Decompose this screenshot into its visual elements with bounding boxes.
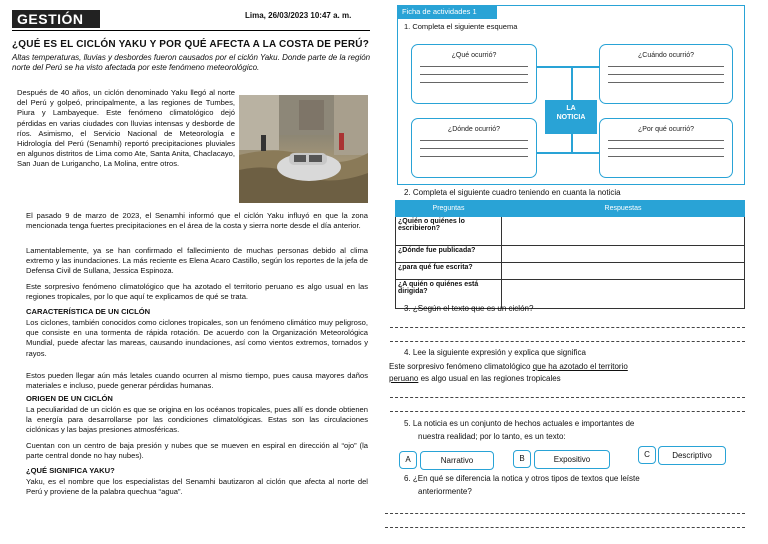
quoted-expression xyxy=(389,361,745,385)
dateline: Lima, 26/03/2023 10:47 a. m. xyxy=(245,11,352,20)
article-subhead: Altas temperaturas, lluvias y desbordes fueron causados por el ciclón Yaku. Donde parte de la región norte del Perú se ha visto afectada por este fenómeno meteorológico. xyxy=(12,53,371,72)
answers-table xyxy=(395,200,745,309)
quote-underlined-2: peruano xyxy=(389,374,419,383)
connector-bottom-horizontal xyxy=(535,152,599,154)
answer-line xyxy=(390,341,745,342)
question-5-line1: 5. La noticia es un conjunto de hechos actuales e importantes de xyxy=(404,419,635,428)
table-row-question: ¿A quién o quiénes está dirigida? xyxy=(396,280,502,309)
table-answer-cell[interactable] xyxy=(502,217,745,246)
question-6-line2: anteriormente? xyxy=(418,487,472,496)
paragraph-3: Lamentablemente, ya se han confirmado el fallecimiento de muchas personas debido al clima extremo y las inundaciones. La más reciente es Elena Acaro Castillo, según los reportes de la jefa de Defensa Civil de Sullana, Jessica Espinoza. xyxy=(26,246,368,276)
quote-part: Este sorpresivo fenómeno climatológico xyxy=(389,362,533,371)
answer-line xyxy=(390,327,745,328)
center-node-line1: LA xyxy=(566,105,576,112)
table-answer-cell[interactable] xyxy=(502,246,745,263)
answer-line xyxy=(385,527,745,528)
table-answer-cell[interactable] xyxy=(502,280,745,309)
center-node-line2: NOTICIA xyxy=(556,114,586,121)
table-row-question: ¿Dónde fue publicada? xyxy=(396,246,502,263)
question-1: 1. Completa el siguiente esquema xyxy=(404,22,518,31)
node-when-label: ¿Cuándo ocurrió? xyxy=(637,52,695,59)
question-6-line1: 6. ¿En qué se diferencia la notica y otros tipos de textos que leíste xyxy=(404,474,640,483)
option-c-letter[interactable]: C xyxy=(638,446,656,464)
quote-part: es algo usual en las regiones tropicales xyxy=(418,374,561,383)
section-heading-yaku: ¿QUÉ SIGNIFICA YAKU? xyxy=(26,466,115,475)
paragraph-4: Este sorpresivo fenómeno climatológico que ha azotado el territorio peruano es algo usual en las regiones tropicales, por lo que aquí te explicamos de qué se trata. xyxy=(26,282,368,302)
option-a-button[interactable]: Narrativo xyxy=(420,451,494,470)
paragraph-9: Yaku, es el nombre que los especialistas del Senamhi bautizaron al ciclón que afecta al norte del Perú y proviene de la palabra quechua “agua”. xyxy=(26,477,368,497)
node-when xyxy=(599,44,733,104)
question-3: 3. ¿Según el texto que es un ciclón? xyxy=(404,304,534,313)
node-where-label: ¿Dónde ocurrió? xyxy=(447,126,501,133)
paragraph-8: Cuentan con un centro de baja presión y nubes que se mueven en espiral en dirección al “ojo” (la parte central donde no hay nubes). xyxy=(26,441,368,461)
option-b-letter[interactable]: B xyxy=(513,450,531,468)
activity-sheet-tab: Ficha de actividades 1 xyxy=(397,5,497,19)
center-node-news xyxy=(545,100,597,134)
connector-top xyxy=(571,66,573,100)
table-header-questions: Preguntas xyxy=(396,201,502,217)
answer-line xyxy=(390,411,745,412)
option-b-button[interactable]: Expositivo xyxy=(534,450,610,469)
option-c-button[interactable]: Descriptivo xyxy=(658,446,726,465)
connector-top-horizontal xyxy=(535,66,599,68)
flood-photo xyxy=(239,95,368,203)
answer-line xyxy=(390,397,745,398)
table-row-question: ¿Quién o quiénes lo escribieron? xyxy=(396,217,502,246)
paragraph-5: Los ciclones, también conocidos como ciclones tropicales, son un fenómeno climático muy peligroso, que consiste en una tormenta de rápida rotación. De acuerdo con la Organización Meteorológica Mundial, puede afectar las mareas, causando inundaciones, así como vientos extremos, tornados y rayos. xyxy=(26,318,368,358)
quote-underlined-1: que ha azotado el territorio xyxy=(532,362,628,371)
article-headline: ¿QUÉ ES EL CICLÓN YAKU Y POR QUÉ AFECTA A LA COSTA DE PERÚ? xyxy=(12,39,370,50)
table-header-answers: Respuestas xyxy=(502,201,745,217)
question-4: 4. Lee la siguiente expresión y explica que significa xyxy=(404,348,586,357)
table-answer-cell[interactable] xyxy=(502,263,745,280)
paragraph-2: El pasado 9 de marzo de 2023, el Senamhi informó que el ciclón Yaku influyó en que la zona mencionada tenga fuertes precipitaciones en el área de la costa y sierra norte desde el día anterior. xyxy=(26,211,368,231)
paragraph-1: Después de 40 años, un ciclón denominado Yaku llegó al norte del Perú y golpeó, principalmente, a las regiones de Tumbes, Piura y Lambayeque. Este fenómeno climatológico dejó pérdidas en varias ciudades con lluvias intensas y desborde de ríos. Asimismo, el Servicio Nacional de Meteorología e Hidrología del Perú (Senamhi) reportó precipitaciones pluviales en algunos distritos de Lima como Ate, Santa Anita, Chaclacayo, San Juan de Lurigancho, La Molina, entre otros. xyxy=(17,88,235,169)
section-heading-origin: ORIGEN DE UN CICLÓN xyxy=(26,394,113,403)
node-why xyxy=(599,118,733,178)
flood-photo-illustration xyxy=(239,95,368,203)
section-heading-characteristics: CARACTERÍSTICA DE UN CICLÓN xyxy=(26,307,151,316)
answer-line xyxy=(385,513,745,514)
option-a-letter[interactable]: A xyxy=(399,451,417,469)
question-2: 2. Completa el siguiente cuadro teniendo en cuanta la noticia xyxy=(404,188,621,197)
node-where xyxy=(411,118,537,178)
question-5-line2: nuestra realidad; por lo tanto, es un texto: xyxy=(418,432,566,441)
table-row-question: ¿para qué fue escrita? xyxy=(396,263,502,280)
node-what-label: ¿Qué ocurrió? xyxy=(451,52,497,59)
paragraph-7: La peculiaridad de un ciclón es que se origina en los océanos tropicales, pues allí es donde obtienen la energía para desarrollarse por las condiciones climatológicas. Estas son las circulaciones ciclónicas y las bajas presiones atmosféricas. xyxy=(26,405,368,435)
masthead-divider xyxy=(12,30,370,31)
node-what xyxy=(411,44,537,104)
paragraph-6: Estos pueden llegar aún más letales cuando ocurren al mismo tiempo, pues causa mayores daños materiales e incluso, puede generar pérdidas humanas. xyxy=(26,371,368,391)
newspaper-logo: GESTIÓN xyxy=(12,10,100,28)
node-why-label: ¿Por qué ocurrió? xyxy=(637,126,695,133)
